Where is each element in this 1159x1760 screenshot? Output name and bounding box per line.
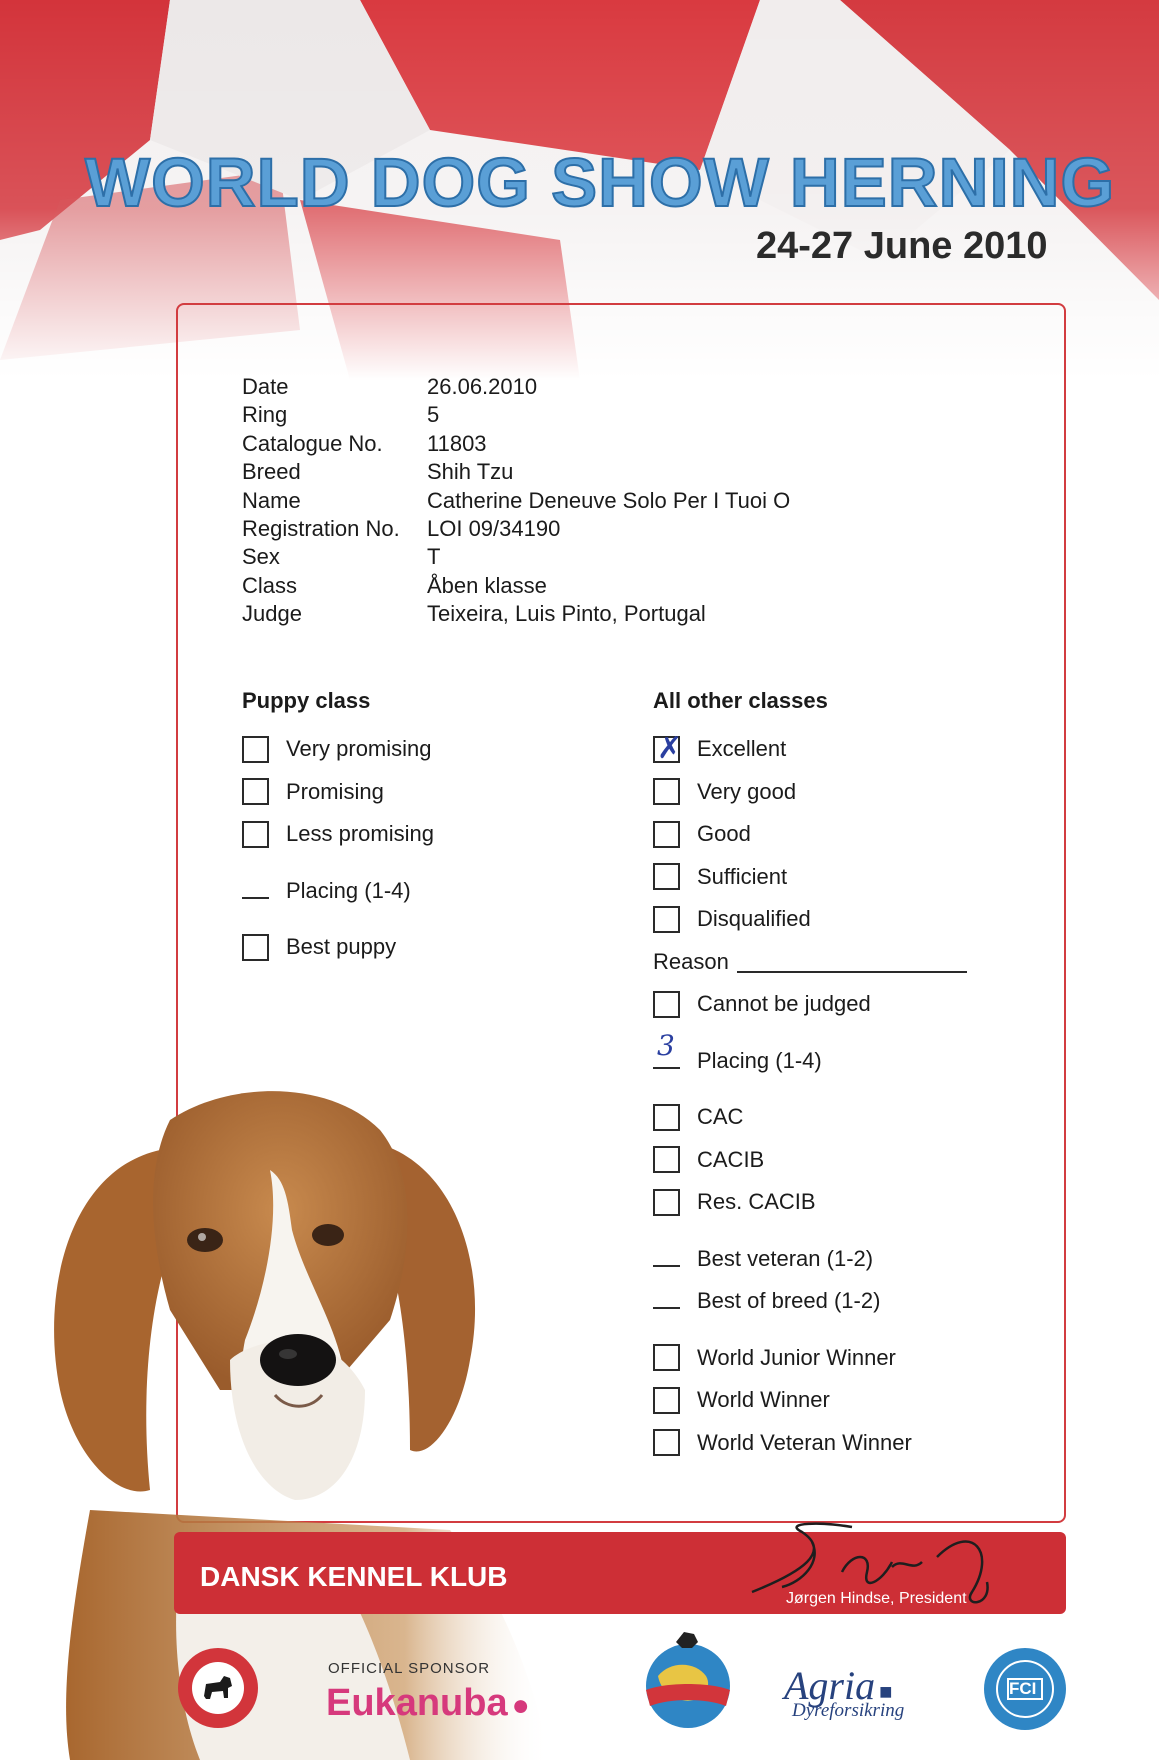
- agria-wordmark: Agria: [784, 1663, 876, 1708]
- detail-label: Date: [242, 374, 289, 399]
- option-world-junior-winner: [653, 1337, 967, 1380]
- detail-label: Judge: [242, 601, 302, 627]
- detail-row-sex: [242, 543, 790, 571]
- eukanuba-wordmark: Eukanuba: [326, 1682, 508, 1724]
- world-dog-show-globe-logo-icon: [636, 1620, 740, 1740]
- sufficient-checkbox[interactable]: [653, 863, 680, 890]
- detail-label: Ring: [242, 402, 288, 428]
- disqualified-checkbox[interactable]: [653, 906, 680, 933]
- option-placing: [653, 1028, 967, 1083]
- detail-label: Name: [242, 487, 301, 513]
- president-signature: [742, 1512, 1002, 1612]
- option-cacib: [653, 1139, 967, 1182]
- detail-label: Sex: [242, 544, 280, 570]
- option-disqualified: [653, 898, 967, 941]
- option-less-promising: [242, 813, 434, 856]
- option-label: Good: [697, 821, 751, 847]
- cac-checkbox[interactable]: [653, 1104, 680, 1131]
- very-good-checkbox[interactable]: [653, 778, 680, 805]
- detail-row-class: [242, 572, 790, 600]
- president-caption: Jørgen Hindse, President: [786, 1590, 967, 1607]
- option-best-puppy: [242, 926, 434, 969]
- best-of-breed-field[interactable]: [653, 1293, 680, 1309]
- option-world-winner: [653, 1379, 967, 1422]
- entry-details: [242, 373, 790, 629]
- option-res-cacib: [653, 1181, 967, 1224]
- detail-row-ring: [242, 401, 790, 429]
- option-label: Sufficient: [697, 863, 788, 889]
- promising-checkbox[interactable]: [242, 778, 269, 805]
- puppy-class-heading: Puppy class: [242, 688, 371, 713]
- detail-label: Catalogue No.: [242, 430, 383, 456]
- agria-subtitle: Dyreforsikring: [792, 1700, 905, 1721]
- reason-row: [653, 941, 967, 984]
- detail-value: Åben klasse: [427, 572, 547, 598]
- placing-field[interactable]: [653, 1028, 680, 1069]
- option-label: Res. CACIB: [697, 1189, 816, 1215]
- detail-row-catalogue: [242, 430, 790, 458]
- res-cacib-checkbox[interactable]: [653, 1189, 680, 1216]
- good-checkbox[interactable]: [653, 821, 680, 848]
- dkk-logo-icon: [176, 1646, 260, 1730]
- agria-mark-icon: ■: [879, 1679, 893, 1704]
- option-world-veteran-winner: [653, 1422, 967, 1465]
- detail-value: 5: [427, 402, 440, 428]
- option-good: [653, 813, 967, 856]
- placing-handwritten-value: 3: [657, 1028, 675, 1062]
- beagle-dog-image: [30, 1060, 590, 1760]
- fci-text: FCI: [1009, 1679, 1037, 1698]
- other-classes-section: [653, 688, 967, 1464]
- official-sponsor-label: OFFICIAL SPONSOR: [328, 1660, 491, 1677]
- detail-value: Catherine Deneuve Solo Per I Tuoi O: [427, 487, 791, 513]
- very-promising-checkbox[interactable]: [242, 736, 269, 763]
- option-label: Disqualified: [697, 906, 811, 932]
- detail-row-date: [242, 373, 790, 401]
- other-classes-heading: All other classes: [653, 688, 828, 713]
- excellent-checkbox[interactable]: [653, 736, 680, 763]
- option-best-of-breed: [653, 1280, 967, 1323]
- option-sufficient: [653, 856, 967, 899]
- option-label: World Veteran Winner: [697, 1429, 912, 1455]
- detail-row-breed: [242, 458, 790, 486]
- cacib-checkbox[interactable]: [653, 1146, 680, 1173]
- best-veteran-field[interactable]: [653, 1251, 680, 1267]
- option-label: Placing (1-4): [286, 877, 411, 903]
- option-label: Best puppy: [286, 934, 397, 960]
- option-puppy-placing: [242, 870, 434, 913]
- world-winner-checkbox[interactable]: [653, 1387, 680, 1414]
- event-dates: 24-27 June 2010: [756, 225, 1048, 267]
- best-puppy-checkbox[interactable]: [242, 934, 269, 961]
- option-cac: [653, 1096, 967, 1139]
- option-label: CAC: [697, 1104, 744, 1130]
- option-label: Less promising: [286, 821, 434, 847]
- option-label: Very promising: [286, 736, 432, 762]
- puppy-placing-field[interactable]: [242, 883, 269, 899]
- option-label: Best veteran (1-2): [697, 1245, 874, 1271]
- detail-row-name: [242, 487, 790, 515]
- cannot-be-judged-checkbox[interactable]: [653, 991, 680, 1018]
- option-cannot-be-judged: [653, 983, 967, 1026]
- detail-label: Breed: [242, 459, 301, 485]
- reason-label: Reason: [653, 948, 729, 974]
- option-label: Cannot be judged: [697, 991, 871, 1017]
- reason-field[interactable]: [737, 951, 967, 973]
- detail-row-judge: [242, 600, 790, 628]
- option-very-good: [653, 771, 967, 814]
- detail-row-registration: [242, 515, 790, 543]
- world-junior-winner-checkbox[interactable]: [653, 1344, 680, 1371]
- option-label: Promising: [286, 778, 384, 804]
- detail-label: Class: [242, 572, 298, 598]
- world-veteran-winner-checkbox[interactable]: [653, 1429, 680, 1456]
- paw-icon: ●: [511, 1689, 530, 1722]
- eukanuba-logo: [326, 1682, 530, 1725]
- detail-label: Registration No.: [242, 516, 400, 542]
- option-label: Best of breed (1-2): [697, 1288, 881, 1314]
- option-label: Very good: [697, 778, 797, 804]
- event-title: WORLD DOG SHOW HERNING: [85, 144, 1116, 221]
- detail-value: T: [427, 544, 441, 570]
- option-label: Placing (1-4): [697, 1047, 822, 1073]
- option-promising: [242, 771, 434, 814]
- club-name: DANSK KENNEL KLUB: [200, 1561, 508, 1592]
- option-label: World Winner: [697, 1387, 830, 1413]
- detail-value: LOI 09/34190: [427, 516, 561, 542]
- option-excellent: [653, 728, 967, 771]
- detail-value: 26.06.2010: [427, 374, 538, 399]
- detail-value: 11803: [427, 430, 487, 456]
- detail-value: Shih Tzu: [427, 459, 514, 485]
- option-label: World Junior Winner: [697, 1344, 896, 1370]
- option-label: CACIB: [697, 1146, 765, 1172]
- option-label: Excellent: [697, 736, 787, 762]
- less-promising-checkbox[interactable]: [242, 821, 269, 848]
- option-best-veteran: [653, 1238, 967, 1281]
- detail-value: Teixeira, Luis Pinto, Portugal: [427, 601, 706, 627]
- puppy-class-section: [242, 688, 434, 969]
- option-very-promising: [242, 728, 434, 771]
